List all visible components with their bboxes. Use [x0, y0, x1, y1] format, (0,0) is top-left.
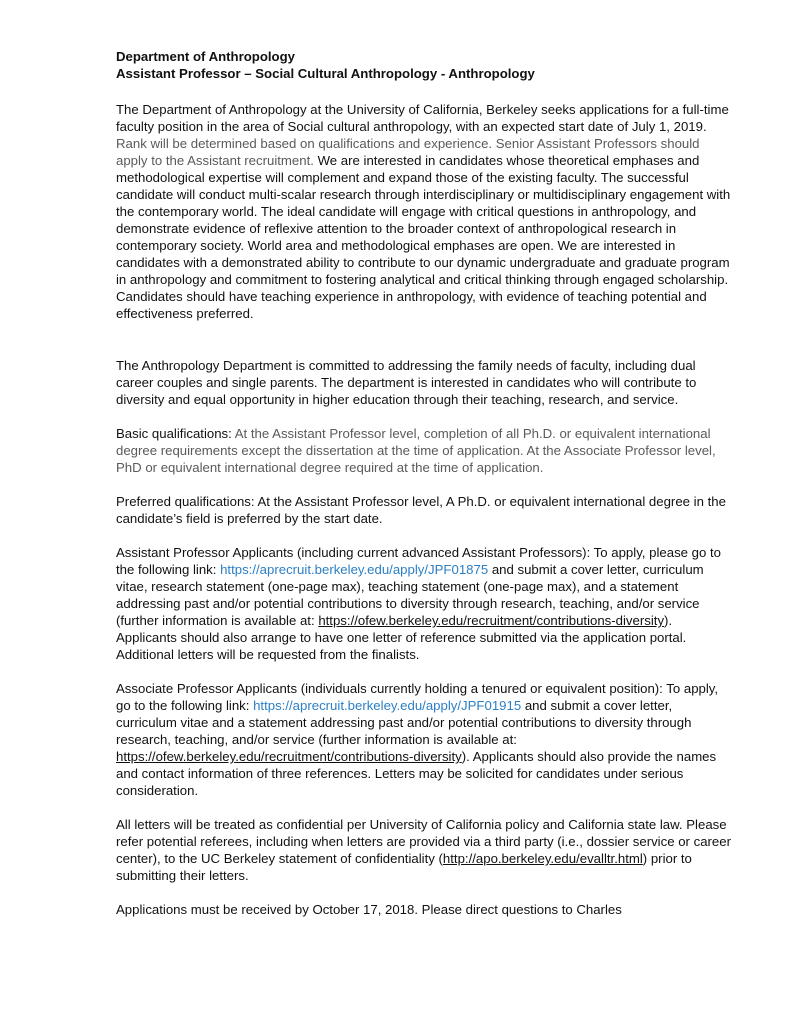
department-title: Department of Anthropology	[116, 49, 295, 64]
rank-note: Rank will be determined based on qualifications and experience. Senior Assistant Professors should apply to the Assistant recruitment.	[116, 136, 700, 168]
diversity-info-link-2[interactable]: https://ofew.berkeley.edu/recruitment/contributions-diversity	[116, 749, 462, 764]
position-description-paragraph	[116, 101, 731, 322]
associate-applicants-paragraph	[116, 680, 731, 799]
preferred-qualifications-paragraph: Preferred qualifications: At the Assistant Professor level, A Ph.D. or equivalent international degree in the candidate’s field is preferred by the start date.	[116, 494, 726, 526]
confidentiality-text: All letters will be treated as confidential per University of California policy and California state law. Please refer potential referees, including when letters are provided via a third party (i.e., dossier service or career center), to the UC Berkeley statement of confidentiality (	[116, 817, 731, 866]
family-needs-paragraph: The Anthropology Department is committed to addressing the family needs of faculty, including dual career couples and single parents. The department is interested in candidates who will contribute to diversity and equal opportunity in higher education through their teaching, research, and service.	[116, 358, 697, 407]
assistant-references-text: ). Applicants should also arrange to have one letter of reference submitted via the application portal. Additional letters will be requested from the finalists.	[116, 613, 687, 662]
assistant-applicants-paragraph	[116, 544, 731, 663]
associate-apply-text: Associate Professor Applicants (individuals currently holding a tenured or equivalent position): To apply, go to the following link:	[116, 681, 719, 713]
assistant-apply-text: Assistant Professor Applicants (including current advanced Assistant Professors): To apply, please go to the following link:	[116, 545, 721, 577]
basic-qualifications-text: At the Assistant Professor level, completion of all Ph.D. or equivalent international degree requirements except the dissertation at the time of application. At the Associate Professor level, PhD or equivalent international degree required at the time of application.	[116, 426, 716, 475]
assistant-materials-text: and submit a cover letter, curriculum vitae, research statement (one-page max), teaching statement (one-page max), and a statement addressing past and/or potential contributions to diversity through research, teaching, and/or service (further information is available at:	[116, 562, 704, 628]
confidentiality-link[interactable]: http://apo.berkeley.edu/evalltr.html	[442, 851, 643, 866]
confidentiality-paragraph	[116, 816, 731, 884]
basic-qualifications-label: Basic qualifications:	[116, 426, 232, 441]
deadline-paragraph: Applications must be received by October 17, 2018. Please direct questions to Charles	[116, 902, 622, 917]
description-intro: The Department of Anthropology at the University of California, Berkeley seeks applications for a full-time faculty position in the area of Social cultural anthropology, with an expected start date of July 1, 2019.	[116, 102, 729, 134]
description-body: We are interested in candidates whose theoretical emphases and methodological expertise will complement and expand those of the existing faculty. The successful candidate will conduct multi-scalar research through interdisciplinary or multidisciplinary engagement with the contemporary world. The ideal candidate will engage with critical questions in anthropology, and demonstrate evidence of reflexive attention to the broader context of anthropological research in contemporary society. World area and methodological emphases are open. We are interested in candidates with a demonstrated ability to contribute to our dynamic undergraduate and graduate program in anthropology and commitment to fostering analytical and critical thinking through engaged scholarship. Candidates should have teaching experience in anthropology, with evidence of teaching potential and effectiveness preferred.	[116, 153, 731, 321]
diversity-info-link[interactable]: https://ofew.berkeley.edu/recruitment/contributions-diversity	[318, 613, 665, 628]
associate-apply-link[interactable]: https://aprecruit.berkeley.edu/apply/JPF01915	[253, 698, 522, 713]
position-title: Assistant Professor – Social Cultural Anthropology - Anthropology	[116, 66, 535, 81]
associate-references-text: ). Applicants should also provide the names and contact information of three references. Letters may be solicited for candidates under serious consideration.	[116, 749, 717, 798]
confidentiality-end-text: ) prior to submitting their letters.	[116, 851, 692, 883]
associate-materials-text: and submit a cover letter, curriculum vitae and a statement addressing past and/or potential contributions to diversity through research, teaching, and/or service (further information is available at:	[116, 698, 692, 747]
basic-qualifications-paragraph	[116, 425, 731, 476]
assistant-apply-link[interactable]: https://aprecruit.berkeley.edu/apply/JPF01875	[220, 562, 489, 577]
